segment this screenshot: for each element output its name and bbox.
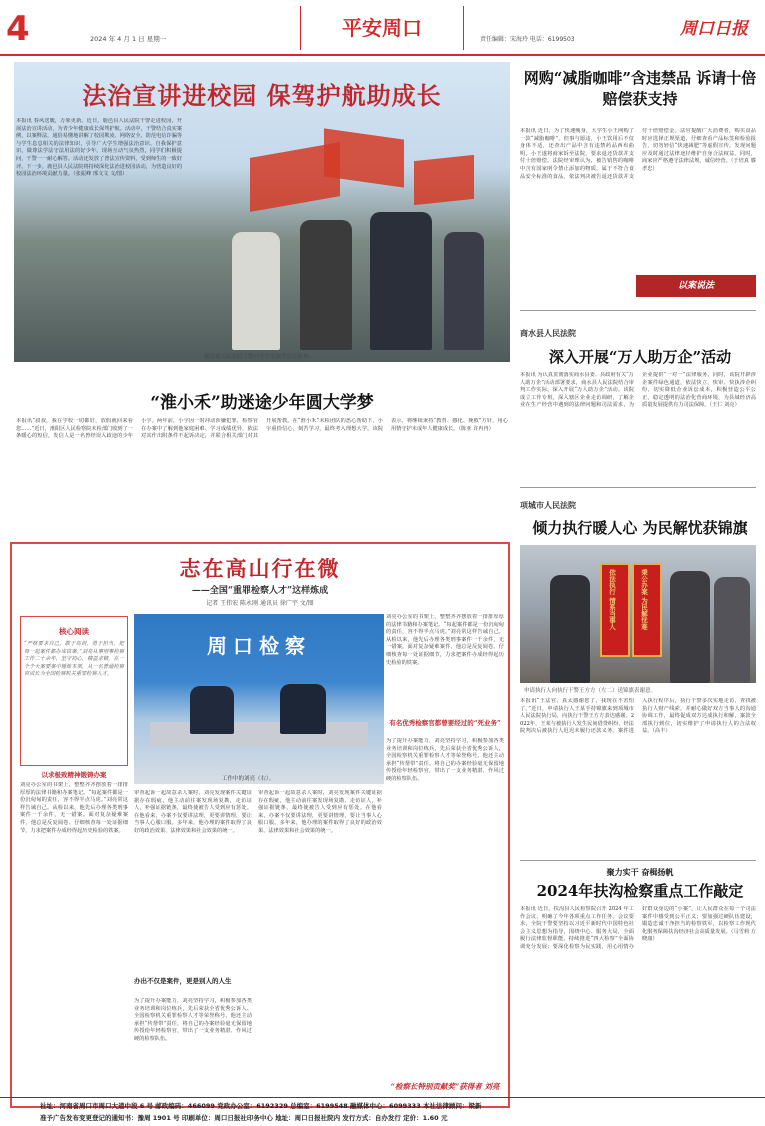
lead-body: 本报讯 春风送暖，万象更新。近日，鹿邑县人民法院干警走进校园，开展法治宣讲活动，为青少年健康成长保驾护航。活动中，干警结合真实案例，以案释法，通俗易懂地讲解了校园欺凌、网络安全、防范电信诈骗等与学生息息相关的法律知识，引导广大学生增强法治意识、自我保护意识，做尊法学法守法用法的好少年。现场互动气氛热烈，同学们积极提问，干警一一耐心解答。活动还发放了普法宣传资料，受到师生的一致好评。下一步，鹿邑县人民法院将持续深化法治进校园活动，为营造良好的校园法治环境贡献力量。（张振峰 邢文文 文/图） <box>16 118 182 178</box>
student-figure <box>444 232 484 350</box>
core-reading-text: “严格要求自己，敢于亮剑，勇于担当，把每一起案件都办成铁案。”刘亮从事刑事检察工作二十余年，坚守初心，精益求精，在一个个大案要案中锤炼本领，从一名普通检察官成长为全国检察机关重罪检察人才。 <box>24 641 124 677</box>
feature-body-2b: 为了提升办案能力，刘亮坚持学习，积极参加各类业务培训和岗位练兵，先后荣获全省优秀公诉人、全国检察机关重罪检察人才等荣誉称号。他还主动承担“传帮带”责任，将自己的办案经验毫无保留地传授给年轻检察官，带出了一支业务精湛、作风过硬的检察队伍。 <box>134 998 252 1042</box>
person-figure <box>714 577 750 683</box>
footer-line-1: 社址：河南省周口市周口大道中段 6 号 邮政编码：466099 党政办公室：6192329 总编室：6199548 融媒体中心：6099333 本社法律顾问：梁新 <box>40 1102 482 1110</box>
feature-body-2a: 审查起诉一起故意杀人案时，刘亮发现案件关键证据存在瑕疵，他主动前往案发现场复勘，走访证人，补强证据链条，最终使被告人受到应有惩处。在他看来，办案不仅要讲法理，更要讲情理，要让当事人心服口服。多年来，他办理的案件取得了良好的政治效果、法律效果和社会效果的统一。 <box>134 790 252 834</box>
editor-line: 责任编辑：宋海玲 电话：6199503 <box>480 36 575 43</box>
page-footer <box>0 1097 765 1126</box>
pennant-left <box>600 563 630 657</box>
section-divider <box>520 860 756 861</box>
student-figure <box>300 220 352 350</box>
feature-headline: 志在高山行在微 <box>179 556 341 581</box>
feature-subheading-2: 办出不仅是案件，更是别人的人生 <box>134 977 232 985</box>
court-label-xiangcheng: 项城市人民法院 <box>520 500 576 510</box>
masthead <box>0 0 765 54</box>
feature-authors: 记者 王伟宏 陈永刚 通讯员 徐广宇 文/图 <box>206 600 314 607</box>
article-body-fugou: 本报讯 近日，扶沟县人民检察院召开 2024 年工作会议，明确了今年各项重点工作任务。会议要求，全院干警要坚持以习近平新时代中国特色社会主义思想为指导，围绕中心、服务大局，全面履行法律监督职能，持续推进“四大检察”全面协调充分发展；要深化检察为民实践，用心用情办好群众身边的“小案”，让人民群众在每一个司法案件中感受到公平正义；要加强过硬队伍建设，锻造忠诚干净担当的检察铁军，以检察工作现代化服务保障扶沟经济社会高质量发展。（马雪莉 方晓康） <box>520 906 756 950</box>
procuratorate-sign: 周口检察 <box>207 634 311 658</box>
footer-line-2: 准予广告发布变更登记的通知书：豫周 1901 号 印刷单位：周口日报社印务中心 地址：周口日报社院内 发行方式：自办发行 定价：1.60 元 <box>40 1114 448 1122</box>
issue-date: 2024 年 4 月 1 日 星期一 <box>90 35 167 43</box>
banner-photo <box>520 545 756 683</box>
officer-figure <box>370 212 432 350</box>
article-body-coffee: 本报讯 近日，为了快速瘦身，大学生小王网购了一款“减脂咖啡”，但事与愿违，小王饮用后不仅身体不适，还查出产品中含有违禁药品西布曲明。小王遂将商家诉至法院，要求退还货款并支付十倍赔偿。法院经审理认为，被告销售的咖啡中含有国家明令禁止添加的物质，属于不符合食品安全标准的食品，依法判决被告退还货款并支付十倍赔偿金。法官提醒广大消费者，购买食品时应选择正规渠道，仔细查看产品标签和检验报告，切勿轻信“快速减肥”等虚假宣传，发现问题应及时通过法律途径维护自身合法权益。同时，商家应严格遵守法律法规，诚信经营。（于培真 滕孝忠） <box>520 128 756 180</box>
article-headline-enterprise: 深入开展“万人助万企”活动 <box>548 348 732 366</box>
student-figure <box>232 232 280 350</box>
feature-photo-caption: 工作中的刘亮（右）。 <box>222 776 275 782</box>
court-label-shangshui: 商水县人民法院 <box>520 328 576 338</box>
core-reading-box <box>20 616 128 766</box>
feature-photo <box>134 614 384 784</box>
newspaper-logo: 周口日报 <box>680 19 748 39</box>
pennant-right <box>632 563 662 657</box>
feature-subheading-1: 以求极致精神锻铸办案 <box>41 771 107 779</box>
prosecutor-figure <box>280 684 326 734</box>
feature-body-4b: 为了提升办案能力，刘亮坚持学习，积极参加各类业务培训和岗位练兵，先后荣获全省优秀公诉人、全国检察机关重罪检察人才等荣誉称号。他还主动承担“传帮带”责任，将自己的办案经验毫无保留地传授给年轻检察官，带出了一支业务精湛、作风过硬的检察队伍。 <box>386 738 504 782</box>
pennant-text: 依法执行 情系当事人 <box>608 569 616 630</box>
column-label-banner: 以案说法 <box>636 275 756 297</box>
prosecutor-figure <box>190 686 234 734</box>
core-reading-heading: 核心阅读 <box>59 627 89 636</box>
section-divider <box>520 310 756 311</box>
pennant-text: 秉公办案 为民解忧难 <box>640 569 648 630</box>
section-divider <box>520 487 756 488</box>
article-headline-banner: 倾力执行暖人心 为民解忧获锦旗 <box>532 519 748 537</box>
article-kicker-fugou: 聚力实干 奋楫扬帆 <box>606 867 674 877</box>
feature-body-3: 审查起诉一起故意杀人案时，刘亮发现案件关键证据存在瑕疵，他主动前往案发现场复勘，走访证人，补强证据链条，最终使被告人受到应有惩处。在他看来，办案不仅要讲法理，更要讲情理，要让当事人心服口服。多年来，他办理的案件取得了良好的政治效果、法律效果和社会效果的统一。 <box>258 790 382 834</box>
feature-award-quote: “检察长特别贡献奖”获得者 刘亮 <box>390 1082 500 1091</box>
red-flag-shape <box>414 155 474 205</box>
header-rule <box>0 54 765 56</box>
lead-headline: 法治宣讲进校园 保驾护航助成长 <box>82 81 442 110</box>
person-figure <box>550 575 590 683</box>
feature-subheading-3: 有名优秀检察官都曾要经过的“死业务” <box>389 719 501 727</box>
article-headline-coffee: 网购“减脂咖啡”含违禁品 诉请十倍赔偿获支持 <box>523 69 757 108</box>
article-body-enterprise: 本报讯 为认真贯彻落实商水县委、县政府有关“万人助万企”活动部署要求，商水县人民法院结合审判工作实际，深入开展“万人助万企”活动。该院成立工作专班，深入辖区企业走访调研，了解企业在生产经营中遇到的法律问题和司法需求，为企业提供“一对一”法律服务。同时，该院开辟涉企案件绿色通道，依法快立、快审、快执涉企纠纷，切实降低企业诉讼成本，积极营造公平公正、稳定透明的法治化营商环境，为县域经济高质量发展提供有力司法保障。（王仁 刘亮） <box>520 372 756 409</box>
feature-subtitle: ——全国“重罪检察人才”这样炼成 <box>191 586 329 596</box>
feature-body-1: 刘亮办公室的书架上，整整齐齐摆放着一排排厚厚的法律书籍和办案笔记。“每起案件都是一份沉甸甸的责任，容不得半点马虎。”刘亮常这样告诫自己。从检以来，他先后办理各类刑事案件一千余件，无一错案。面对复杂疑难案件，他总是反复阅卷、仔细核查每一处证据细节，力求把案件办成经得起历史检验的铁案。 <box>20 782 128 834</box>
officer-figure <box>670 571 710 683</box>
article-headline-huaixiaohe: “淮小禾”助迷途少年圆大学梦 <box>150 393 374 413</box>
article-headline-fugou: 2024年扶沟检察重点工作敲定 <box>536 882 744 900</box>
desk-shape <box>150 722 368 746</box>
article-body-banner: 本报讯“王法官，真太感谢您了，我现在不害怕了。”近日，申请执行人王某手持锦旗来到项城市人民法院执行局，向执行干警王方方表达感谢。2022年，王某与被执行人发生民间借贷纠纷，经法院判决后被执行人迟迟未履行还款义务。案件进入执行程序后，执行干警多次实地走访，查找被执行人财产线索，并耐心做好双方当事人的沟通协调工作，最终促成双方达成执行和解，案款全部执行到位，切实维护了申请执行人的合法权益。（高丰） <box>520 698 756 735</box>
page-number: 4 <box>6 9 30 49</box>
section-title: 平安周口 <box>300 6 464 50</box>
article-body-huaixiaohe: 本报讯“叔叔，我在学校一切都好，放假就回来看您……”近日，淮阳区人民检察院未检部门收到了一条暖心的短信，发信人是一名曾经误入歧途的少年小宇。两年前，小宇因一时冲动涉嫌犯罪，检察官在办案中了解到他家庭困难、学习成绩优异，依法对其作出附条件不起诉决定，并联合相关部门对其开展帮教。在“淮小禾”未检团队的悉心帮助下，小宇重拾信心，刻苦学习，最终考入理想大学。该院表示，将继续秉持“教育、感化、挽救”方针，用心用情守护未成年人健康成长。（陈亚 许冉冉） <box>16 418 508 440</box>
lead-photo-caption: 鹿邑县人民法院干警向学生发放普法宣传单。 <box>204 354 315 360</box>
banner-photo-caption: 申请执行人向执行干警王方方（左二）送锦旗表谢意。 <box>524 688 657 694</box>
feature-body-4a: 刘亮办公室的书架上，整整齐齐摆放着一排排厚厚的法律书籍和办案笔记。“每起案件都是一份沉甸甸的责任，容不得半点马虎。”刘亮常这样告诫自己。从检以来，他先后办理各类刑事案件一千余件，无一错案。面对复杂疑难案件，他总是反复阅卷、仔细核查每一处证据细节，力求把案件办成经得起历史检验的铁案。 <box>386 614 504 666</box>
